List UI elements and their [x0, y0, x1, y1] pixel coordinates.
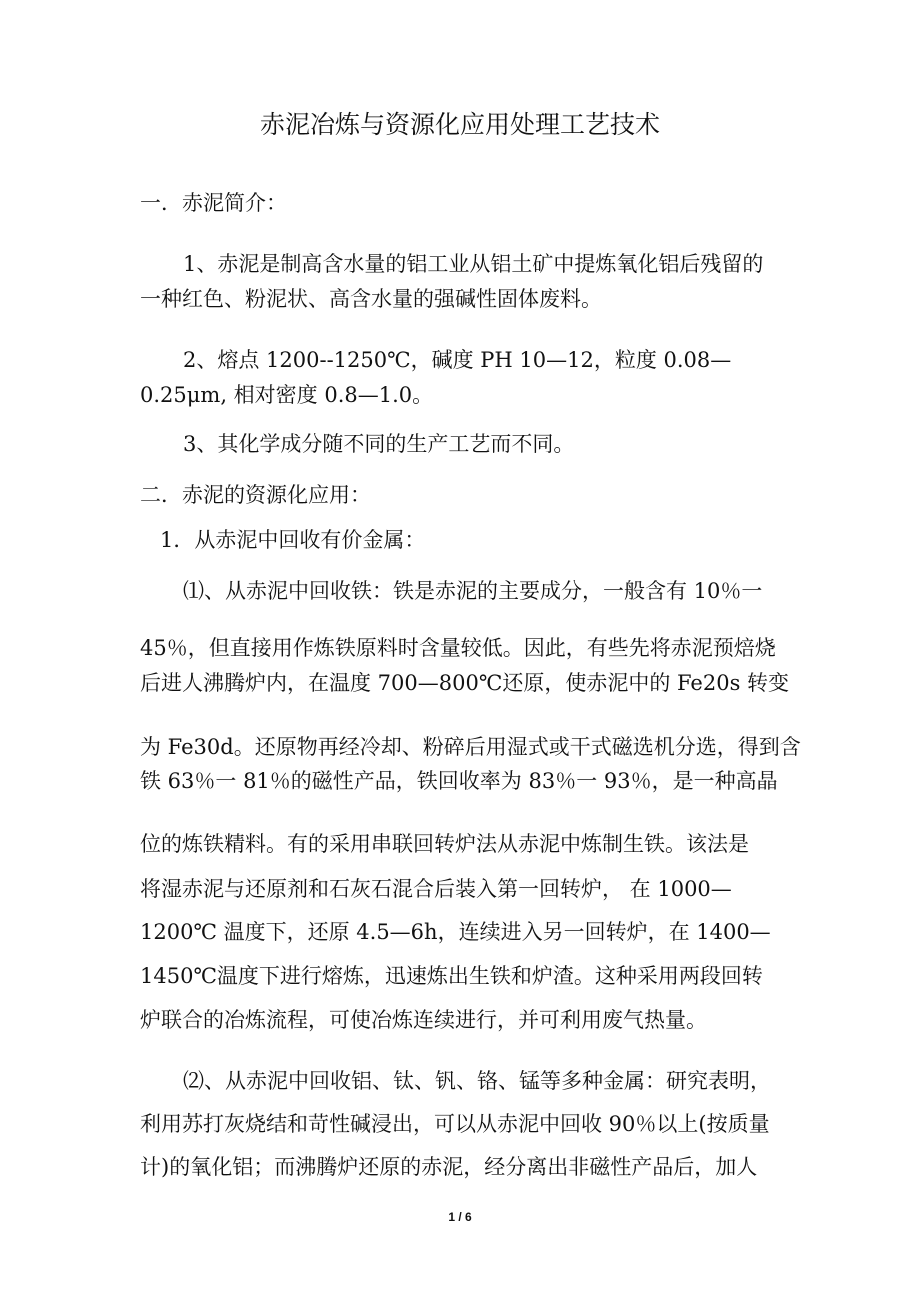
intro-item-3: 3、其化学成分随不同的生产工艺而不同。: [183, 432, 575, 456]
intro-item-1-line-1: 1、赤泥是制高含水量的铝工业从铝土矿中提炼氧化铝后残留的: [183, 252, 764, 276]
page-number: 1 / 6: [448, 1210, 472, 1224]
iron-recovery-line-3: 后进人沸腾炉内，在温度 700—800℃还原，使赤泥中的 Fe20s 转变: [140, 671, 790, 695]
multi-metal-recovery-line-1: ⑵、从赤泥中回收铝、钛、钒、铬、锰等多种金属：研究表明，: [183, 1069, 771, 1093]
page-title: 赤泥冶炼与资源化应用处理工艺技术: [259, 110, 660, 139]
subsection-heading-metal-recovery: 1．从赤泥中回收有价金属：: [160, 528, 426, 552]
multi-metal-recovery-line-2: 利用苏打灰烧结和苛性碱浸出，可以从赤泥中回收 90％以上(按质量: [140, 1112, 770, 1136]
iron-recovery-line-5: 铁 63％一 81％的磁性产品，铁回收率为 83％一 93％，是一种高晶: [140, 769, 778, 793]
iron-recovery-line-9: 1450℃温度下进行熔炼，迅速炼出生铁和炉渣。这种采用两段回转: [140, 964, 763, 988]
iron-recovery-line-7: 将湿赤泥与还原剂和石灰石混合后装入第一回转炉， 在 1000—: [140, 877, 732, 901]
section-heading-applications: 二．赤泥的资源化应用：: [140, 483, 371, 507]
iron-recovery-line-4: 为 Fe30d。还原物再经冷却、粉碎后用湿式或干式磁选机分选，得到含: [140, 735, 801, 759]
iron-recovery-line-8: 1200℃ 温度下，还原 4.5—6h，连续进入另一回转炉，在 1400—: [140, 920, 771, 944]
intro-item-1-line-2: 一种红色、粉泥状、高含水量的强碱性固体废料。: [140, 287, 602, 311]
section-heading-intro: 一．赤泥简介：: [140, 191, 287, 215]
multi-metal-recovery-line-3: 计)的氧化铝；而沸腾炉还原的赤泥，经分离出非磁性产品后，加人: [140, 1155, 758, 1179]
iron-recovery-line-6: 位的炼铁精料。有的采用串联回转炉法从赤泥中炼制生铁。该法是: [140, 832, 749, 856]
intro-item-2-line-1: 2、熔点 1200--1250℃，碱度 PH 10—12，粒度 0.08—: [183, 348, 732, 372]
iron-recovery-line-10: 炉联合的冶炼流程，可使冶炼连续进行，并可利用废气热量。: [140, 1008, 707, 1032]
intro-item-2-line-2: 0.25μm, 相对密度 0.8—1.0。: [140, 383, 434, 407]
iron-recovery-line-1: ⑴、从赤泥中回收铁：铁是赤泥的主要成分，一般含有 10％一: [183, 579, 763, 603]
iron-recovery-line-2: 45％，但直接用作炼铁原料时含量较低。因此，有些先将赤泥预焙烧: [140, 636, 776, 660]
